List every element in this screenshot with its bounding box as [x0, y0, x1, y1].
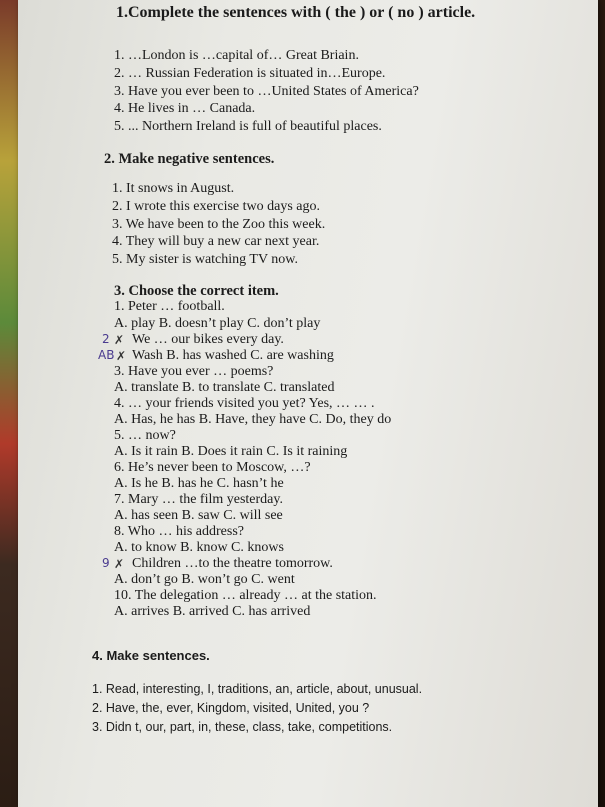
s1-item-5: 5. ... Northern Ireland is full of beautiful places. [114, 119, 382, 134]
s2-item-1: 1. It snows in August. [112, 181, 235, 196]
s3-line-20: A. arrives B. arrived C. has arrived [114, 604, 311, 619]
s1-item-2: 2. … Russian Federation is situated in…Europe. [114, 66, 386, 81]
s3-line-18: A. don’t go B. won’t go C. went [114, 572, 295, 587]
s3-line-10: A. Is it rain B. Does it rain C. Is it raining [114, 444, 348, 459]
s4-item-3: 3. Didn t, our, part, in, these, class, take, competitions. [92, 720, 393, 734]
handwritten-mark-2: 2 [102, 332, 110, 346]
s3-line-5: 3. Have you ever … poems? [114, 364, 274, 379]
s3-line-11: 6. He’s never been to Moscow, …? [114, 460, 311, 475]
s3-line-13: 7. Mary … the film yesterday. [114, 492, 283, 507]
s3-line-16: A. to know B. know C. knows [114, 540, 284, 555]
s1-item-4: 4. He lives in … Canada. [114, 101, 256, 116]
crossed-letter-icon: ✗ [114, 333, 125, 347]
handwritten-mark-ab: AB [98, 348, 115, 362]
s2-item-3: 3. We have been to the Zoo this week. [112, 217, 326, 232]
s3-line-4: Wash B. has washed C. are washing [132, 348, 334, 363]
s3-line-1: 1. Peter … football. [114, 299, 225, 314]
s3-line-2: A. play B. doesn’t play C. don’t play [114, 316, 321, 331]
crossed-letter-icon: ✗ [116, 349, 127, 363]
worksheet-page [18, 0, 598, 807]
section-4-title: 4. Make sentences. [92, 648, 210, 663]
section-3-title: 3. Choose the correct item. [114, 283, 279, 299]
section-2-title: 2. Make negative sentences. [104, 151, 275, 167]
s4-item-1: 1. Read, interesting, I, traditions, an, article, about, unusual. [92, 682, 423, 696]
s3-line-14: A. has seen B. saw C. will see [114, 508, 283, 523]
s3-line-3: We … our bikes every day. [132, 332, 284, 347]
crossed-letter-icon: ✗ [114, 557, 125, 571]
s1-item-1: 1. …London is …capital of… Great Briain. [114, 48, 359, 63]
s3-line-19: 10. The delegation … already … at the station. [114, 588, 377, 603]
s2-item-5: 5. My sister is watching TV now. [112, 252, 299, 267]
s3-line-17: Children …to the theatre tomorrow. [132, 556, 333, 571]
s2-item-4: 4. They will buy a new car next year. [112, 234, 320, 249]
s3-line-15: 8. Who … his address? [114, 524, 244, 539]
s1-item-3: 3. Have you ever been to …United States of America? [114, 84, 419, 99]
section-1-title: 1.Complete the sentences with ( the ) or ( no ) article. [116, 4, 476, 21]
s3-line-6: A. translate B. to translate C. translated [114, 380, 335, 395]
s3-line-8: A. Has, he has B. Have, they have C. Do, they do [114, 412, 392, 427]
s4-item-2: 2. Have, the, ever, Kingdom, visited, United, you ? [92, 701, 370, 715]
s3-line-9: 5. … now? [114, 428, 176, 443]
s3-line-7: 4. … your friends visited you yet? Yes, … … . [114, 396, 375, 411]
handwritten-mark-9: 9 [102, 556, 110, 570]
s3-line-12: A. Is he B. has he C. hasn’t he [114, 476, 284, 491]
s2-item-2: 2. I wrote this exercise two days ago. [112, 199, 320, 214]
